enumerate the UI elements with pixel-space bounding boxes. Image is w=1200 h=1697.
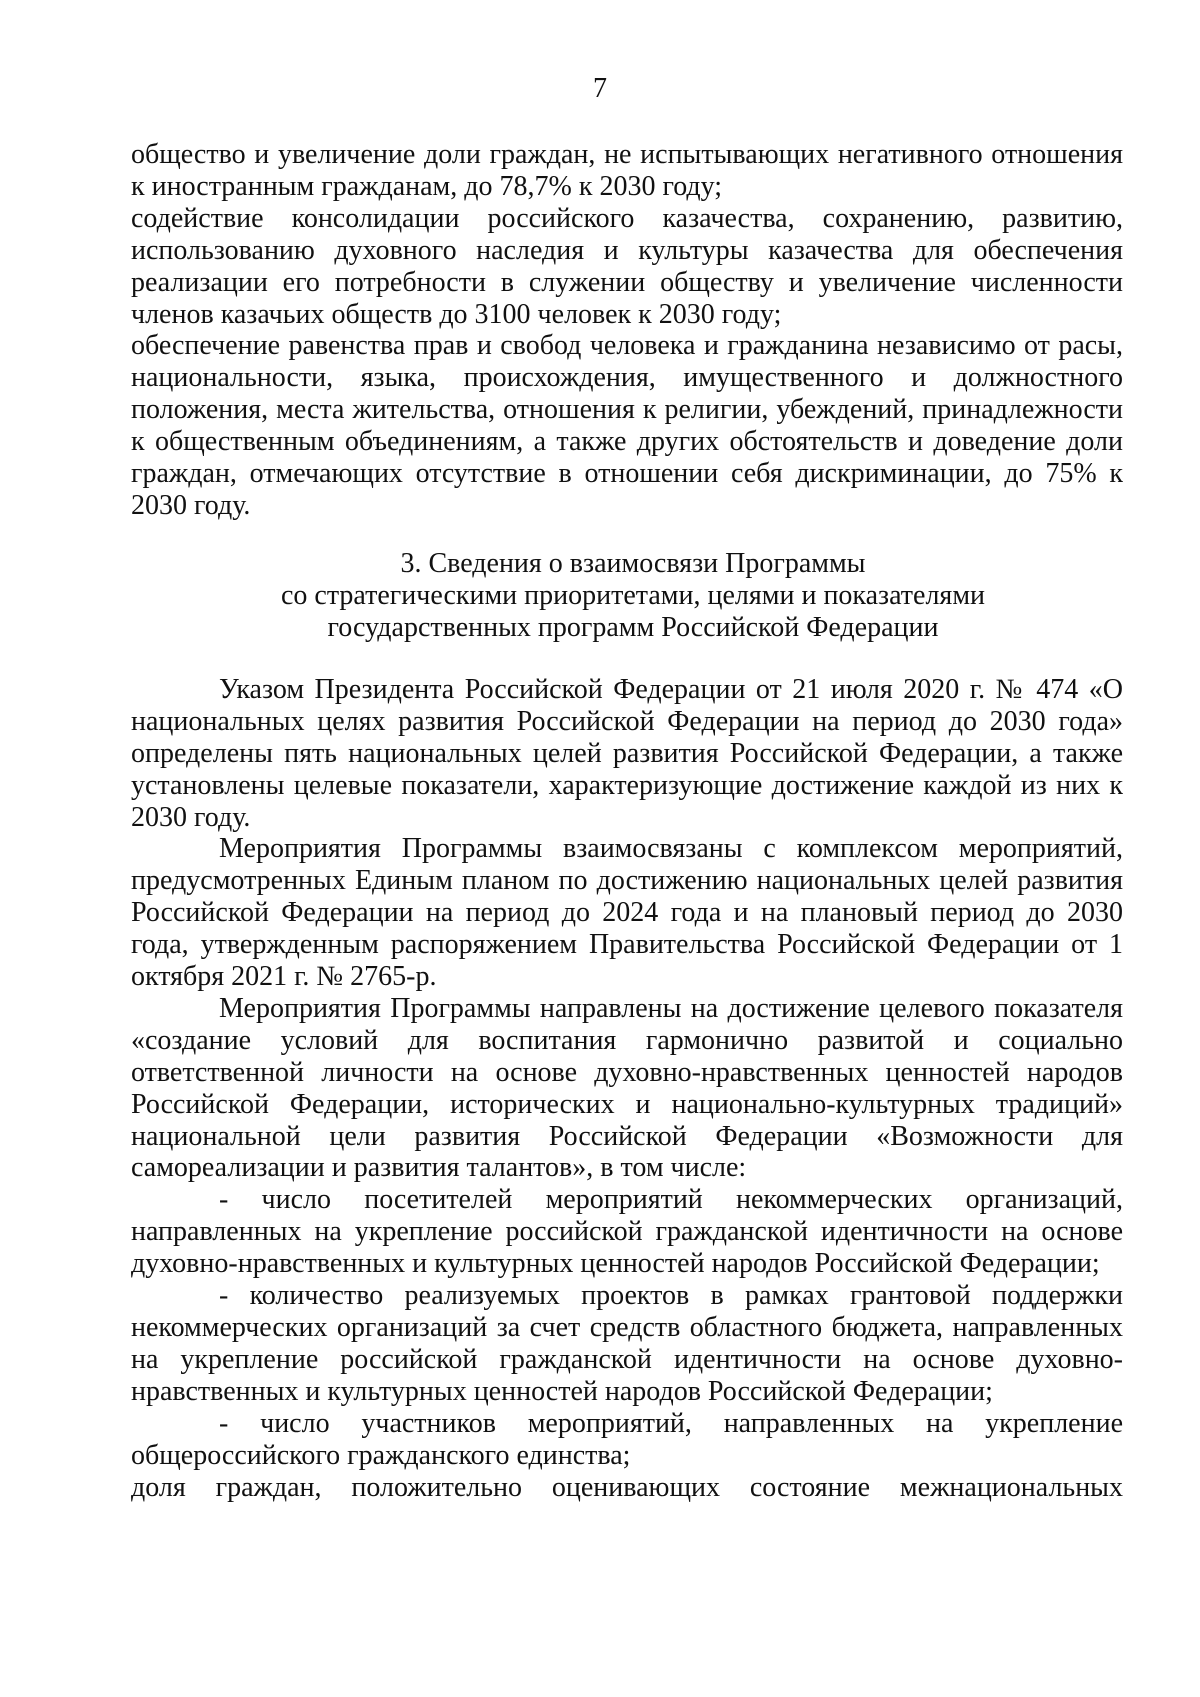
paragraph-continued: доля граждан, положительно оценивающих состояние межнациональных [131, 1471, 1123, 1503]
section-heading [131, 548, 1123, 644]
section-heading-line: государственных программ Российской Федерации [327, 611, 939, 643]
paragraph: содействие консолидации российского казачества, сохранению, развитию, использованию духовного наследия и культуры казачества для обеспечения реализации его потребности в служении обществу и увеличение численности членов казачьих обществ до 3100 человек к 2030 году; [131, 202, 1123, 330]
page-number: 7 [593, 73, 607, 104]
paragraph: Мероприятия Программы направлены на достижение целевого показателя «создание условий для воспитания гармонично развитой и социально ответственной личности на основе духовно-нравственных ценностей народов Российской Федерации, исторических и национально-культурных традиций» национальной цели развития Российской Федерации «Возможности для самореализации и развития талантов», в том числе: [131, 992, 1123, 1184]
list-item: - число участников мероприятий, направленных на укрепление общероссийского гражданского единства; [131, 1407, 1123, 1471]
paragraph: Указом Президента Российской Федерации от 21 июля 2020 г. № 474 «О национальных целях развития Российской Федерации на период до 2030 года» определены пять национальных целей развития Российской Федерации, а также установлены целевые показатели, характеризующие достижение каждой из них к 2030 году. [131, 673, 1123, 833]
paragraph: Мероприятия Программы взаимосвязаны с комплексом мероприятий, предусмотренных Единым планом по достижению национальных целей развития Российской Федерации на период до 2024 года и на плановый период до 2030 года, утвержденным распоряжением Правительства Российской Федерации от 1 октября 2021 г. № 2765-р. [131, 833, 1123, 993]
paragraph: общество и увеличение доли граждан, не испытывающих негативного отношения к иностранным гражданам, до 78,7% к 2030 году; [131, 139, 1123, 202]
paragraph: обеспечение равенства прав и свобод человека и гражданина независимо от расы, национальности, языка, происхождения, имущественного и должностного положения, места жительства, отношения к религии, убеждений, принадлежности к общественным объединениям, а также других обстоятельств и доведение доли граждан, отмечающих отсутствие в отношении себя дискриминации, до 75% к 2030 году. [131, 330, 1123, 521]
section-heading-line: со стратегическими приоритетами, целями и показателями [280, 579, 986, 611]
list-item: - количество реализуемых проектов в рамках грантовой поддержки некоммерческих организаций за счет средств областного бюджета, направленных на укрепление российской гражданской идентичности на основе духовно-нравственных и культурных ценностей народов Российской Федерации; [131, 1280, 1123, 1407]
section-heading-line: 3. Сведения о взаимосвязи Программы [400, 547, 866, 579]
list-item: - число посетителей мероприятий некоммерческих организаций, направленных на укрепление российской гражданской идентичности на основе духовно-нравственных и культурных ценностей народов Российской Федерации; [131, 1184, 1123, 1280]
body-text [131, 139, 1123, 1503]
